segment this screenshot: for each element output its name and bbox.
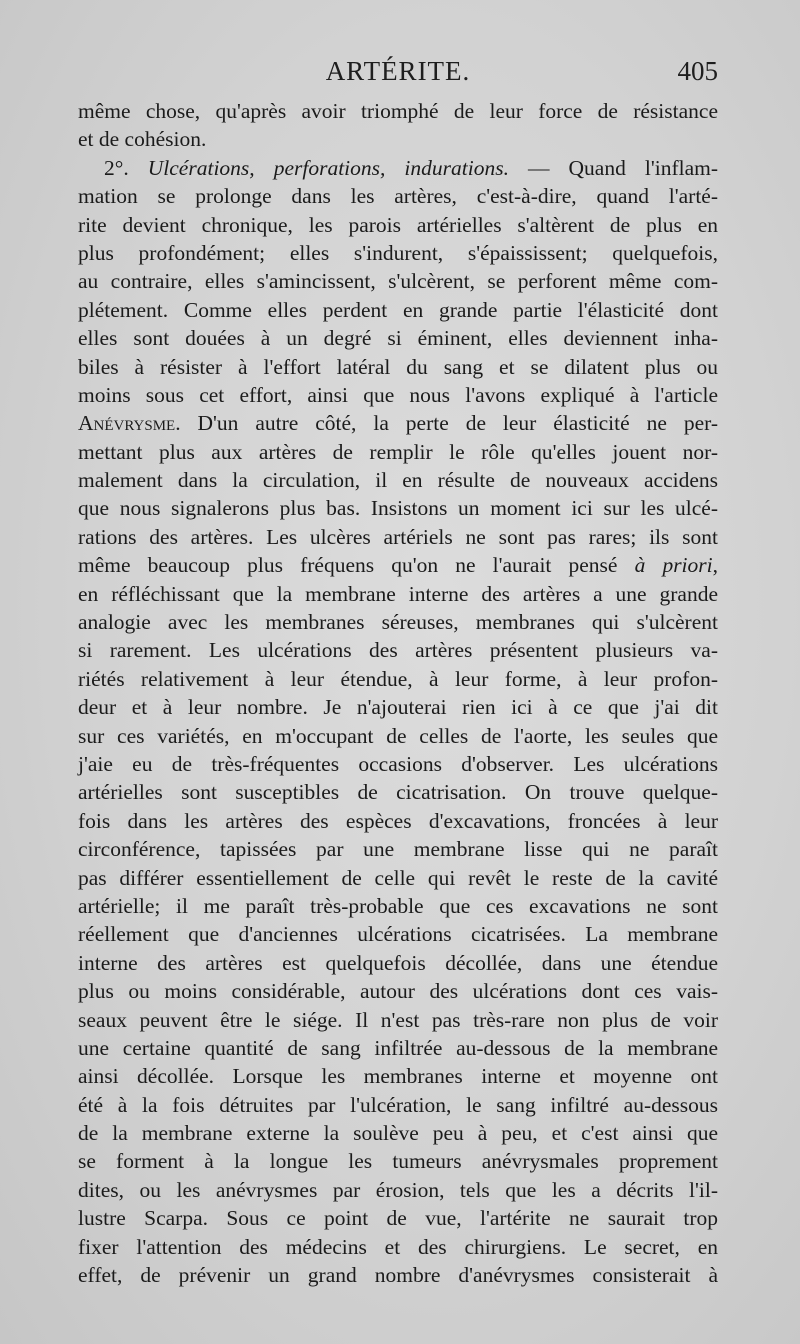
text-fragment: de la membrane externe la soulève peu à peu, et c'est ainsi que xyxy=(78,1121,718,1146)
text-line xyxy=(78,892,718,920)
text-line xyxy=(78,494,718,522)
text-fragment: même beaucoup plus fréquens qu'on ne l'aurait pensé xyxy=(78,553,635,578)
text-line xyxy=(78,324,718,352)
text-fragment: plus ou moins considérable, autour des ulcérations dont ces vais- xyxy=(78,979,718,1004)
text-fragment: en réfléchissant que la membrane interne des artères a une grande xyxy=(78,581,718,606)
text-line xyxy=(78,1034,718,1062)
text-line xyxy=(78,1119,718,1147)
text-fragment: seaux peuvent être le siége. Il n'est pas très-rare non plus de voir xyxy=(78,1007,718,1032)
text-fragment: . D'un autre côté, la perte de leur élasticité ne per- xyxy=(175,411,718,436)
text-fragment: 2°. xyxy=(104,155,148,180)
text-fragment: si rarement. Les ulcérations des artères présentent plusieurs va- xyxy=(78,638,718,663)
text-line xyxy=(78,722,718,750)
text-line xyxy=(78,949,718,977)
text-fragment: plétement. Comme elles perdent en grande partie l'élasticité dont xyxy=(78,297,718,322)
text-line xyxy=(78,693,718,721)
text-line xyxy=(78,381,718,409)
text-line xyxy=(78,807,718,835)
text-fragment: j'aie eu de très-fréquentes occasions d'observer. Les ulcérations xyxy=(78,751,718,776)
text-fragment: — Quand l'inflam- xyxy=(508,155,719,180)
text-line xyxy=(78,864,718,892)
italic-phrase: à priori xyxy=(634,553,713,578)
running-title: ARTÉRITE. xyxy=(325,56,471,86)
section-heading-line xyxy=(78,154,718,182)
text-fragment: rite devient chronique, les parois artérielles s'altèrent de plus en xyxy=(78,212,718,237)
text-fragment: deur et à leur nombre. Je n'ajouterai rien ici à ce que j'ai dit xyxy=(78,695,718,720)
text-fragment: malement dans la circulation, il en résulte de nouveaux accidens xyxy=(78,468,718,493)
text-line xyxy=(78,267,718,295)
text-line xyxy=(78,977,718,1005)
section-heading: Ulcérations, perforations, indurations. xyxy=(147,155,509,180)
text-fragment: pas différer essentiellement de celle qui revêt le reste de la cavité xyxy=(78,865,718,890)
text-fragment: lustre Scarpa. Sous ce point de vue, l'artérite ne saurait trop xyxy=(78,1206,718,1231)
text-line xyxy=(78,1261,718,1289)
text-line xyxy=(78,580,718,608)
text-line xyxy=(78,1176,718,1204)
text-fragment: réellement que d'anciennes ulcérations cicatrisées. La membrane xyxy=(78,922,718,947)
text-line xyxy=(78,1147,718,1175)
text-line xyxy=(78,1204,718,1232)
text-fragment: moins sous cet effort, ainsi que nous l'avons expliqué à l'article xyxy=(78,382,718,407)
text-line xyxy=(78,182,718,210)
text-line xyxy=(78,296,718,324)
text-line xyxy=(78,239,718,267)
text-fragment: mation se prolonge dans les artères, c'est-à-dire, quand l'arté- xyxy=(78,184,718,209)
text-fragment: se forment à la longue les tumeurs anévrysmales proprement xyxy=(78,1149,718,1174)
text-line xyxy=(78,551,718,579)
text-line xyxy=(78,1006,718,1034)
text-line xyxy=(78,97,718,125)
text-line xyxy=(78,353,718,381)
text-fragment: ainsi décollée. Lorsque les membranes interne et moyenne ont xyxy=(78,1064,718,1089)
text-line xyxy=(78,920,718,948)
page-number: 405 xyxy=(677,56,718,86)
text-line xyxy=(78,1062,718,1090)
text-line xyxy=(78,608,718,636)
text-fragment: elles sont douées à un degré si éminent, elles deviennent inha- xyxy=(78,326,718,351)
text-fragment: , xyxy=(712,553,718,578)
text-fragment: même chose, qu'après avoir triomphé de leur force de résistance xyxy=(78,99,718,123)
text-fragment: analogie avec les membranes séreuses, membranes qui s'ulcèrent xyxy=(78,610,718,635)
text-line xyxy=(78,438,718,466)
text-line xyxy=(78,409,718,437)
text-line xyxy=(78,1233,718,1261)
text-fragment: sur ces variétés, en m'occupant de celles de l'aorte, les seules que xyxy=(78,723,718,748)
text-line xyxy=(78,778,718,806)
text-fragment: été à la fois détruites par l'ulcération, le sang infiltré au-dessous xyxy=(78,1092,718,1117)
text-fragment: une certaine quantité de sang infiltrée au-dessous de la membrane xyxy=(78,1035,718,1060)
text-line xyxy=(78,665,718,693)
text-line xyxy=(78,636,718,664)
running-head xyxy=(78,56,718,96)
text-line xyxy=(78,466,718,494)
text-fragment: plus profondément; elles s'indurent, s'épaississent; quelquefois, xyxy=(78,240,718,265)
text-line xyxy=(78,750,718,778)
text-fragment: effet, de prévenir un grand nombre d'anévrysmes consisterait à xyxy=(78,1263,718,1288)
cross-reference: Anévrysme xyxy=(78,411,176,436)
text-fragment: riétés relativement à leur étendue, à leur forme, à leur profon- xyxy=(78,666,718,691)
body-text xyxy=(78,97,718,1289)
text-fragment: interne des artères est quelquefois décollée, dans une étendue xyxy=(78,950,718,975)
text-fragment: dites, ou les anévrysmes par érosion, tels que les a décrits l'il- xyxy=(78,1177,718,1202)
text-fragment: artérielles sont susceptibles de cicatrisation. On trouve quelque- xyxy=(78,780,718,805)
text-line xyxy=(78,835,718,863)
text-fragment: au contraire, elles s'amincissent, s'ulcèrent, se perforent même com- xyxy=(78,269,718,294)
text-fragment: fixer l'attention des médecins et des chirurgiens. Le secret, en xyxy=(78,1234,718,1259)
text-line xyxy=(78,125,718,153)
text-fragment: biles à résister à l'effort latéral du sang et se dilatent plus ou xyxy=(78,354,718,379)
text-fragment: rations des artères. Les ulcères artériels ne sont pas rares; ils sont xyxy=(78,524,718,549)
text-fragment: que nous signalerons plus bas. Insistons un moment ici sur les ulcé- xyxy=(78,496,718,521)
text-line xyxy=(78,211,718,239)
text-line xyxy=(78,1091,718,1119)
text-fragment: fois dans les artères des espèces d'excavations, froncées à leur xyxy=(78,808,718,833)
text-fragment: circonférence, tapissées par une membrane lisse qui ne paraît xyxy=(78,837,718,862)
text-fragment: et de cohésion. xyxy=(78,127,207,152)
text-line xyxy=(78,523,718,551)
text-fragment: mettant plus aux artères de remplir le rôle qu'elles jouent nor- xyxy=(78,439,718,464)
text-fragment: artérielle; il me paraît très-probable que ces excavations ne sont xyxy=(78,893,718,918)
